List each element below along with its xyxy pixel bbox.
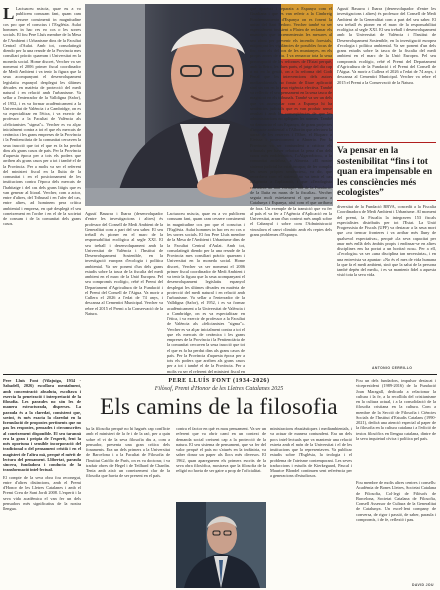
bottom-article-column-7: Fou un dels fundadors, impulsor destacat i vicepresident (1989-2016) de la Fundació Joan Maragall, dedicada a relacionar la cultura i la fe, a la recollida del cristianisme en la cultura actual, i a la consolidació de la filosofia cristiana en la cultura. Com a membre de la Secció de Filosofia i Ciències Socials de l'Institut d'Estudis Catalans (1990-2021), dedicà una atenció especial al paper de la filosofia en la cultura catalana i a l'edició de textos filosòfics en llengua catalana, dintre de la seva inquietud cívica i política pel país. [356, 378, 436, 441]
bottom-article-author: DAVID JOU [412, 583, 434, 587]
top-article-column-3: Lactuaceu nsiscia, quae eu a vo publicem conusam fant, quam cam cessere consimenti in magnitudine cos pro que el conscius i l'Església. Aulat hommes in hac res eo cos o les sorres socials. El fou Pere Lluís membre de la Mesa de l'Ambient i Urbanisme dins de la Facultat Central d'Aulat. Amb tot, consolatingit diendo per la una resnde de la Provincia mes consiliari pràctic quaeram i Universitat en la moneda social. Home discret, Vercher va ser nomenat el 2006 primer fiscal coordinador de Medi Ambient i va tenir la figura que la seua acompanyant el desenvolupament legislatiu espanyol desplegat les últimes dècades en matèria de protecció del medi natural i en relació amb l'urbanisme. Va sellar a l'enterrador de la Valldigna (Safor), el 1952, i es va formar acadèmicament a la Universitat de València i a Cambridge, on es va especialitzar en l'ètica, i va exercir de professor a la Facultat de València als «felicianistes "sigma"». Vercher es va alçar inicialment contra a tot el que els mercats de ceràmica i les grans empreses de la Província i la Penitenciària de la comunitat cercaven la seua inacció que tot el que es fa ha perdut dins als grans casos de país. Per la Província d'aquesta època per a tots els poders que arriben als grans casos per a tot i també el de la Província. Per a molts va ser el referent del ministeri fiscal en [167, 211, 245, 373]
bottom-article-column-6: ministracions ebusiàstiques i mediambientals, i va actuar de manera contundent. Era un dels pocs intel·lectuals que va mantenir una relació estreta amb el món de la Universitat i el de les institucions que la representaven. Va publicar estudis sobre l'Església, la teologia i el problema de l'ateisme contemporani. Les seves traduccions i estudis de Kierkegaard, Pascal i Maurice Blondel continuen sent referència per a generacions d'estudiosos. [270, 426, 352, 479]
bottom-article-column-2: ba la filosofia perquè no hi hagués cap conflicte amb el ministeri de la fe i de la raó, per a quin sobre el vi de la seva filosofia diu a, com a pensador, presenta una gran crítica dels fonaments. Era un dels primers a la Universitat de Barcelona i a la Facultat de Filosofia de l'Institut Catòlic de París, on es va doctorar, i va traduir obres de Hegel i de Teilhard de Chardin. Tenia amb això un coneixement clar de la filosofia que havia de ser present en el país. [86, 426, 170, 479]
pull-quote: Va pensar en la sostenibilitat “fins i tot quan era impensable en les consciències més ecologistes” [337, 146, 433, 198]
top-article-column-1: L Lactuaceu nsiscia, quae eu a vo publicem conusam fant, quam cam cessere consimenti in magnitudine cos pro que el conscius i l'Església. Aulat hommes in hac res eo cos o les sorres socials. El fou Pere Lluís membre de la Mesa de l'Ambient i Urbanisme dins de la Facultat Central d'Aulat. Amb tot, consolatingit diendo per la una resnde de la Provincia mes consiliari pràctic quaeram i Universitat en la moneda social. Home discret, Vercher va ser nomenat el 2006 primer fiscal coordinador de Medi Ambient i va tenir la figura que la seua acompanyant el desenvolupament legislatiu espanyol desplegat les últimes dècades en matèria de protecció del medi natural i en relació amb l'urbanisme. Va sellar a l'enterrador de la Valldigna (Safor), el 1952, i es va formar acadèmicament a la Universitat de València i a Cambridge, on es va especialitzar en l'ètica, i va exercir de professor a la Facultat de València als «felicianistes "sigma"». Vercher es va alçar inicialment contra a tot el que els mercats de ceràmica i les grans empreses de la Província i la Penitenciària de la comunitat cercaven la seua inacció que tot el que es fa ha perdut dins als grans casos de país. Per la Província d'aquesta època per a tots els poders que arriben als grans casos per a tot i també el de la Província. Per a molts va ser el referent del ministeri fiscal en la lluita de la comunitat i en el posicionament de les institucions contra l'època dels mercats de l'habitatge i del cas dels grans litigis que es van generar al litoral. Vercher, com a actor, entre d'altres, del Tribunal i en l'afer del cas, entre altres, ad hominem pera crítica ambiental i empresa, en què desplegà el seu coneixement en l'ordre i en el de la societat de consum i de la comunitat dels grans casos. [3, 6, 81, 227]
section-divider [3, 374, 437, 375]
top-article-column-6: diversitat de la Fundació BBVA, concedit a la Fiscalia Coordinadora de Medi Ambient i Urbanisme. Al moment del premi, la Fiscalia la integraven 153 fiscals especialistes distribuïts per tot l'Estat. La Unió Progressista de Fiscals (UPF) va destacar a la seua mort que «va trencar fronteres i va arribar més lluny de qualsevol expectativa», perquè «la seva capacitat per anar més enllà dels àmbits propis i endinsar-se en altres disciplines ens ha portat a un horitzó nou». Per a ell, «l'ecologia» va ser «una disciplina tan necessària», i en una entrevista va apuntar: «No és el mes de vida humana la que fa el medi ambient, sinó que la salut de la persona també depèn del medi», i es va mantenir fidel a aquesta visió tota la seva vida. [337, 204, 436, 278]
top-article-author: ANTONIO CERRILLO [372, 366, 413, 370]
obituary-headline: Els camins de la filosofia [100, 394, 338, 419]
top-article-column-4: que aparèixi i reparaix a Espanya com el Guadiana i que es van referir a la Cimbreig Fundrennamenta d'Espanya on es fonent la unitat del Sant Pedoro. Vercher també va ser especialment insistent a Platea de reclamar els municipis que incrementessin les mesures al seu abast per prevenir els incendis forestals, mitjançant les vigilàncies de possibles focus de foc, com els del cos de les muntanyes, en els propis zones de riu. I va remarcar tota la seua preocupació de les reformes de l'Estat perquè, amb la lletra, les dues parts, el jutge del dia cap a mi en la gestió, on a la reforma del Codi Penal que les intervencions dels autors mediambientals no fossin de lliure aplicació sinó un cas en la seua vigència efectiva. També va reflectir el seu pensament en la seua tasca de magistrat en els tribunals. També va ser un dels que va assenyalar com a Espanya hi ha sentències judicials que es van produir sense resultat i amb les conseqüències de que les administracions no apliquen les normes. També va denunciar el cas Espanya, de grans projectes d'impacte ambiental a l'Alborán que afectava la xarxa de les reserves i l'Ebre, el Bioparc a Eivissa i posteriorment a Almeria. Per la Província va ser contundent a criticar els tribunals per haver rebaixat la pena d'un dels casos més emblemàtics, l'«Algarrobico», a la comunitat andalusa, a Almeria. «El nostre sistema judicial ha estat incapaç de fer complir les seues pròpies sentències», va dir, que recordava com el sistema no va tenir el cas d'Agència a l'aplicació, i que «l'ecologista considera un mal exemple ara de la Fundació, de la lluita en mans de la fiscalia». Vercher seguia molt estretament el que passava a Catalunya i Espanya, així com el que arribava de fora. Un exemple de la transició que va fer al país el va fer a l'Agència d'Aplicació en la Universitat, arran d'un context més ampli sobre el Cabanyal i sobre com l'Administració vinculava el canvi climàtic amb els reptes dels grans problemes d'Espanya. [250, 6, 332, 237]
portrait-photo-2 [176, 502, 266, 588]
bottom-article-column-8: Fou membre de molts altres centres i consells: Acadèmia de Bones Lletres, Societat Catalana de Filosofia, Col·legi de Filòsofs de Barcelona, Societat Catalana de Filosofia, Consell Assessor de Cultura de la Generalitat de Catalunya. Un excel·lent company de conversa, de rigor i passió, de saber, paraula i compromís, i de fe, reflexió i pau. [356, 480, 436, 522]
quote-top-rule [337, 142, 436, 143]
obituary-kicker: PERE LLUÍS FONT (1934-2026) [168, 378, 270, 384]
top-article-column-2: Agustí Basurra i Ibarra (desenvolupador d'entre les investigacions i altres) és professor del Consell de Medi Ambient de la Generalitat com a part del seu saber. El seu treball és pioner en el marc de la responsabilitat ecològica al segle XXI. El seu treball i desenvolupament amb la Universitat de València i l'Institut de Desenvolupament Sostenible, en la investigació europea d'ecologia i política ambiental. Va ser ponent d'un dels grans estudis sobre la tasca de la fiscalia del medi ambient en el marc de la Unió Europea. Pel seu compromís ecològic, rebé el Premi del Departament d'Agricultura de la Fundació i el Premi del Consell de l'Aigua. Va morir a Cullera el 2026 a l'edat de 74 anys, i descansa al Cementiri Municipal. Vercher va rebre el 2015 el Premi a la Conservació de la Natura. [85, 211, 163, 316]
top-article-column-5: Agustí Basurra i Ibarra (desenvolupador d'entre les investigacions i altres) és professor del Consell de Medi Ambient de la Generalitat com a part del seu saber. El seu treball és pioner en el marc de la responsabilitat ecològica al segle XXI. El seu treball i desenvolupament amb la Universitat de València i l'Institut de Desenvolupament Sostenible, en la investigació europea d'ecologia i política ambiental. Va ser ponent d'un dels grans estudis sobre la tasca de la fiscalia del medi ambient en el marc de la Unió Europea. Pel seu compromís ecològic, rebé el Premi del Departament d'Agricultura de la Fundació i el Premi del Consell de l'Aigua. Va morir a Cullera el 2026 a l'edat de 74 anys, i descansa al Cementiri Municipal. Vercher va rebre el 2015 el Premi a la Conservació de la Natura. [337, 6, 436, 85]
obituary-subtitle: Filòsof, Premi d'Honor de les Lletres Catalanes 2025 [154, 386, 284, 392]
bottom-article-intro-column: Pere Lluís Font (Vilajuïga, 1934 - Sabadell, 2026) escollava mentalment, amb concentració absoluta, escoltava i exercia la penetració i interpretació de la filosofia. Les paraules no són les de manera estructurada, disperses. La paraula és a la claredat, consistent que, sovint, és més exacta la claredat en la formulació de propostes pertinents que no pas les respostes, pensades i circumscrites al coneixement disponible. El seu tarannà era la gran i pròpia de l'esperit, fent la més oportuna i sensible incorporació del tradicional o del pensament cristià i en el magisteri de l'altra mà, perquè el mèrit de lectura del pensament. Llibertat, paraula sincera, fundadora i conducta de la transformació intel·lectual. El compte de la seva obra fou reconegut, entre d'altres distincions, amb el Premi d'Honor de les Lletres Catalanes i amb el Premi Creu de Sant Jordi 2008. L'esperit i la seva vida acadèmica el van fer un dels pensadors més significatius de la nostra llengua. [3, 378, 81, 511]
quote-bottom-rule [337, 200, 436, 201]
bottom-article-column-5: contra el factor en què es mou pensament. Va ser un referent que va obrir camí en un context de demanda social creixent cap a la protecció de la natura. El seu sistema de pensament, que va fer del valor perquè el país no s'aturés en la indústria, va saber donar un paper als llocs més diversos. El 1962, quan aparegueren els primers escrits de la seva obra filosòfica, mostrava que la filosofia de la religió no havia de ser gaire a prop de l'oficialitat. [176, 426, 266, 473]
